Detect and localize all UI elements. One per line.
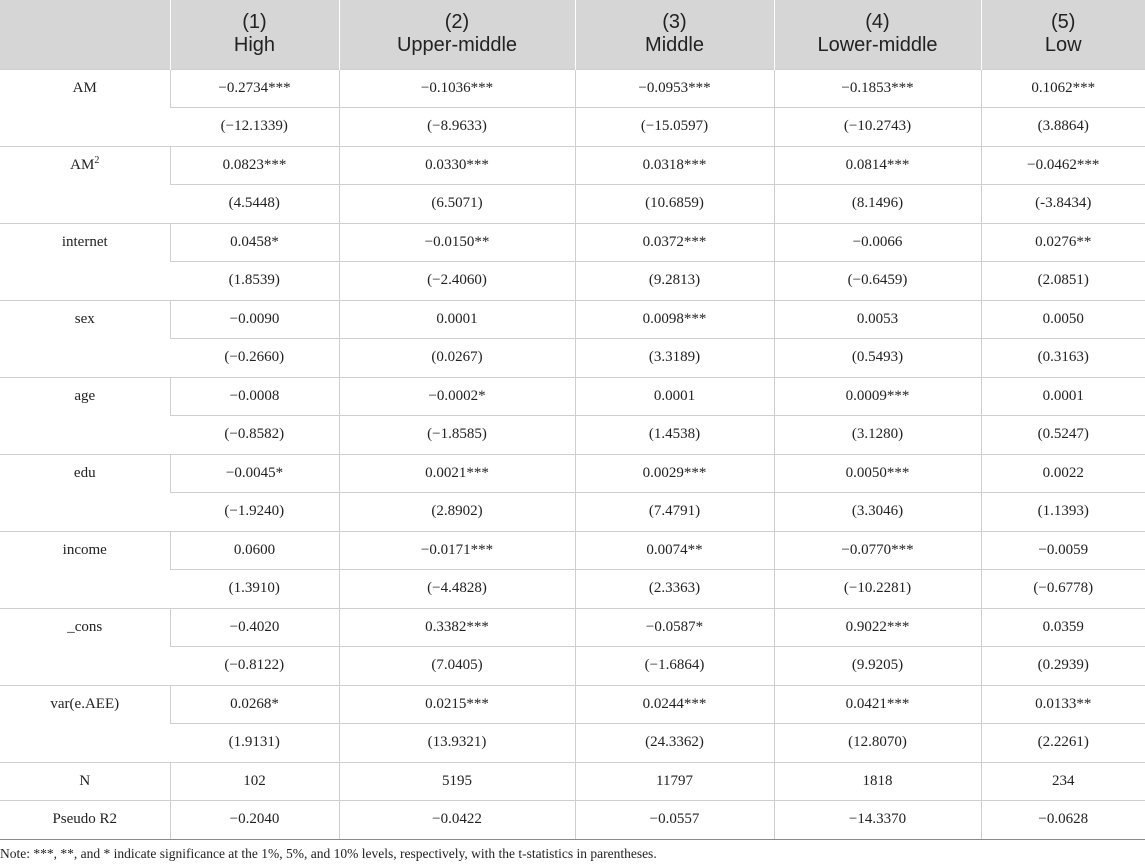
header-cell-middle (575, 0, 774, 69)
t-statistic-cell: (0.5493) (774, 339, 981, 378)
t-statistic-cell: (−0.6459) (774, 262, 981, 301)
t-statistic-cell: (1.3910) (170, 570, 339, 609)
t-statistic-row (0, 493, 1145, 532)
coefficient-cell: 0.0009*** (774, 377, 981, 416)
summary-row (0, 762, 1145, 801)
variable-label: edu (73, 464, 96, 481)
coefficient-cell: −0.0066 (774, 223, 981, 262)
summary-label-cell: N (0, 762, 170, 801)
t-statistic-cell: (10.6859) (575, 185, 774, 224)
coefficient-cell: 0.0098*** (575, 300, 774, 339)
column-number: (4) (865, 11, 890, 34)
coefficient-cell: −0.0770*** (774, 531, 981, 570)
t-statistic-cell: (−10.2281) (774, 570, 981, 609)
coefficient-cell: 0.0074** (575, 531, 774, 570)
column-label: Upper-middle (396, 34, 518, 57)
coefficient-cell: 0.0001 (981, 377, 1145, 416)
t-statistic-row (0, 339, 1145, 378)
header-cell-upper-middle (339, 0, 575, 69)
t-statistic-cell: (2.0851) (981, 262, 1145, 301)
table-note: Note: ***, **, and * indicate significance at the 1%, 5%, and 10% levels, respectively, with the t-statistics in parentheses. (0, 846, 657, 861)
t-statistic-row (0, 416, 1145, 455)
column-number: (3) (662, 11, 687, 34)
variable-label: var(e.AEE) (50, 695, 120, 712)
t-statistic-cell: (0.3163) (981, 339, 1145, 378)
coefficient-cell: −0.0587* (575, 608, 774, 647)
header-cell-empty (0, 0, 170, 69)
t-statistic-cell: (8.1496) (774, 185, 981, 224)
variable-label-cell (0, 223, 170, 300)
coefficient-cell: 0.0823*** (170, 146, 339, 185)
t-statistic-cell: (−1.6864) (575, 647, 774, 686)
coefficient-cell: 0.0021*** (339, 454, 575, 493)
coefficient-cell: −0.1853*** (774, 69, 981, 108)
t-statistic-cell: (−0.8582) (170, 416, 339, 455)
coefficient-cell: 0.0814*** (774, 146, 981, 185)
t-statistic-cell: (-3.8434) (981, 185, 1145, 224)
coefficient-cell: 0.0458* (170, 223, 339, 262)
coefficient-row (0, 146, 1145, 185)
variable-label: AM (70, 156, 95, 173)
variable-label: internet (61, 233, 108, 250)
coefficient-cell: −0.1036*** (339, 69, 575, 108)
table-body (0, 69, 1145, 839)
variable-superscript: 2 (94, 154, 100, 166)
variable-label-cell (0, 300, 170, 377)
summary-value-cell: 5195 (339, 762, 575, 801)
variable-label-cell (0, 146, 170, 223)
column-label: High (233, 34, 276, 57)
coefficient-cell: −0.0953*** (575, 69, 774, 108)
t-statistic-cell: (−15.0597) (575, 108, 774, 147)
t-statistic-row (0, 185, 1145, 224)
t-statistic-cell: (−2.4060) (339, 262, 575, 301)
t-statistic-cell: (3.3189) (575, 339, 774, 378)
coefficient-row (0, 69, 1145, 108)
column-label: Middle (645, 34, 704, 57)
coefficient-cell: 0.0330*** (339, 146, 575, 185)
t-statistic-cell: (−1.8585) (339, 416, 575, 455)
t-statistic-row (0, 724, 1145, 763)
summary-value-cell: −0.0422 (339, 801, 575, 840)
coefficient-row (0, 608, 1145, 647)
summary-value-cell: −14.3370 (774, 801, 981, 840)
coefficient-cell: 0.0133** (981, 685, 1145, 724)
coefficient-cell: −0.0462*** (981, 146, 1145, 185)
t-statistic-cell: (3.1280) (774, 416, 981, 455)
t-statistic-cell: (−12.1339) (170, 108, 339, 147)
t-statistic-cell: (2.2261) (981, 724, 1145, 763)
t-statistic-cell: (0.0267) (339, 339, 575, 378)
coefficient-cell: 0.9022*** (774, 608, 981, 647)
t-statistic-cell: (1.9131) (170, 724, 339, 763)
column-number: (5) (1051, 11, 1076, 34)
t-statistic-cell: (0.5247) (981, 416, 1145, 455)
t-statistic-cell: (0.2939) (981, 647, 1145, 686)
summary-value-cell: 234 (981, 762, 1145, 801)
coefficient-cell: 0.0215*** (339, 685, 575, 724)
summary-label-cell: Pseudo R2 (0, 801, 170, 840)
t-statistic-cell: (7.4791) (575, 493, 774, 532)
t-statistic-row (0, 647, 1145, 686)
t-statistic-row (0, 262, 1145, 301)
t-statistic-cell: (24.3362) (575, 724, 774, 763)
coefficient-cell: 0.0001 (575, 377, 774, 416)
summary-value-cell: −0.0628 (981, 801, 1145, 840)
t-statistic-cell: (3.3046) (774, 493, 981, 532)
coefficient-row (0, 377, 1145, 416)
t-statistic-cell: (2.8902) (339, 493, 575, 532)
t-statistic-cell: (−8.9633) (339, 108, 575, 147)
variable-label-cell (0, 685, 170, 762)
coefficient-cell: 0.0276** (981, 223, 1145, 262)
coefficient-row (0, 300, 1145, 339)
coefficient-cell: 0.0268* (170, 685, 339, 724)
t-statistic-cell: (9.9205) (774, 647, 981, 686)
variable-label: sex (74, 310, 95, 327)
coefficient-row (0, 454, 1145, 493)
t-statistic-cell: (6.5071) (339, 185, 575, 224)
t-statistic-cell: (−4.4828) (339, 570, 575, 609)
t-statistic-cell: (7.0405) (339, 647, 575, 686)
variable-label-cell (0, 608, 170, 685)
summary-value-cell: 1818 (774, 762, 981, 801)
variable-label-cell (0, 531, 170, 608)
t-statistic-cell: (9.2813) (575, 262, 774, 301)
variable-label: AM (72, 79, 97, 96)
t-statistic-cell: (1.4538) (575, 416, 774, 455)
coefficient-cell: 0.0001 (339, 300, 575, 339)
coefficient-cell: −0.0008 (170, 377, 339, 416)
coefficient-cell: −0.0045* (170, 454, 339, 493)
coefficient-cell: −0.0150** (339, 223, 575, 262)
coefficient-cell: 0.0050 (981, 300, 1145, 339)
coefficient-cell: −0.2734*** (170, 69, 339, 108)
coefficient-row (0, 685, 1145, 724)
coefficient-cell: 0.3382*** (339, 608, 575, 647)
coefficient-cell: −0.0002* (339, 377, 575, 416)
t-statistic-cell: (−1.9240) (170, 493, 339, 532)
variable-label-cell (0, 454, 170, 531)
summary-value-cell: 102 (170, 762, 339, 801)
coefficient-cell: 0.0053 (774, 300, 981, 339)
coefficient-cell: 0.0029*** (575, 454, 774, 493)
coefficient-cell: 0.0600 (170, 531, 339, 570)
variable-label-cell (0, 69, 170, 146)
summary-value-cell: −0.0557 (575, 801, 774, 840)
t-statistic-cell: (−0.2660) (170, 339, 339, 378)
header-cell-high (170, 0, 339, 69)
variable-label-cell (0, 377, 170, 454)
coefficient-cell: 0.0318*** (575, 146, 774, 185)
variable-label: income (62, 541, 107, 558)
column-number: (2) (444, 11, 470, 34)
coefficient-cell: −0.4020 (170, 608, 339, 647)
t-statistic-cell: (3.8864) (981, 108, 1145, 147)
coefficient-row (0, 531, 1145, 570)
t-statistic-cell: (−10.2743) (774, 108, 981, 147)
column-label: Low (1044, 34, 1082, 57)
header-cell-lower-middle (774, 0, 981, 69)
t-statistic-row (0, 570, 1145, 609)
coefficient-cell: −0.0090 (170, 300, 339, 339)
coefficient-cell: 0.0244*** (575, 685, 774, 724)
variable-label: age (74, 387, 96, 404)
coefficient-cell: 0.0359 (981, 608, 1145, 647)
coefficient-cell: 0.0421*** (774, 685, 981, 724)
t-statistic-cell: (−0.6778) (981, 570, 1145, 609)
coefficient-cell: 0.1062*** (981, 69, 1145, 108)
coefficient-cell: −0.0059 (981, 531, 1145, 570)
variable-label: _cons (67, 618, 103, 635)
t-statistic-cell: (4.5448) (170, 185, 339, 224)
summary-row (0, 801, 1145, 840)
coefficient-cell: −0.0171*** (339, 531, 575, 570)
table-header-row (0, 0, 1145, 69)
summary-value-cell: 11797 (575, 762, 774, 801)
t-statistic-cell: (2.3363) (575, 570, 774, 609)
t-statistic-cell: (−0.8122) (170, 647, 339, 686)
t-statistic-cell: (12.8070) (774, 724, 981, 763)
column-label: Lower-middle (817, 34, 938, 57)
t-statistic-row (0, 108, 1145, 147)
coefficient-cell: 0.0372*** (575, 223, 774, 262)
coefficient-cell: 0.0050*** (774, 454, 981, 493)
column-number: (1) (242, 11, 267, 34)
header-cell-low (981, 0, 1145, 69)
t-statistic-cell: (1.1393) (981, 493, 1145, 532)
summary-value-cell: −0.2040 (170, 801, 339, 840)
t-statistic-cell: (1.8539) (170, 262, 339, 301)
coefficient-cell: 0.0022 (981, 454, 1145, 493)
coefficient-row (0, 223, 1145, 262)
t-statistic-cell: (13.9321) (339, 724, 575, 763)
